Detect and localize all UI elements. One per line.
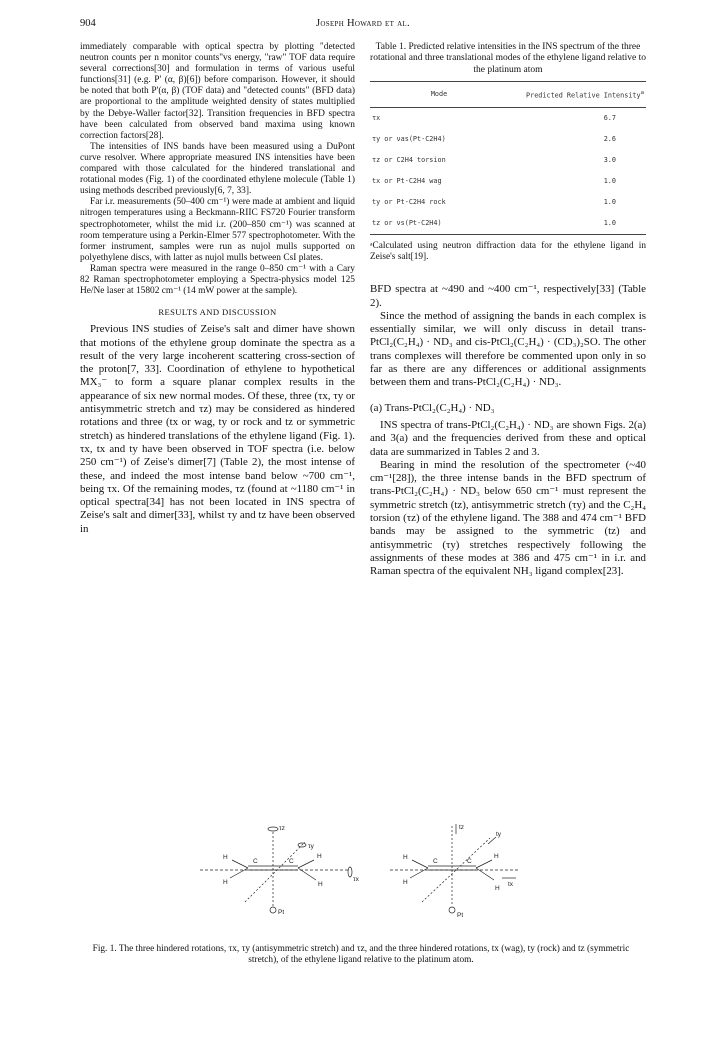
tau-z-label: τz bbox=[279, 825, 285, 832]
t-z-label: tz bbox=[459, 824, 465, 831]
rotations-diagram bbox=[200, 827, 352, 913]
page-header bbox=[80, 18, 646, 32]
h-label: H bbox=[223, 854, 228, 861]
table-cell-mode: τx bbox=[372, 114, 381, 123]
table-cell-value: 1.0 bbox=[603, 198, 616, 207]
paragraph: Raman spectra were measured in the range 0–850 cm⁻¹ with a Cary 82 Raman spectrophotometer employing a Spectra-physics model 125 He/Ne laser at 15802 cm⁻¹ (14 mW power at the sample). bbox=[80, 263, 355, 297]
paragraph: Previous INS studies of Zeise's salt and dimer have shown that motions of the ethylene group dominate the spectra as a result of the very large incoherent scattering cross-section of the proton[7, 33]. Coordination of ethylene to hypothetical MX₃⁻ to form a square planar complex results in the appearance of six new normal modes. Of these, three (τx, τy or antisymmetric stretch and τz) may be considered as hindered rotations and three (tx or wag, ty or rock and tz or symmetric stretch) as hindered translations of the ethylene ligand (Fig. 1). τx, tx and ty have been observed in TOF spectra (i.e. below 250 cm⁻¹) of Zeise's dimer[7] (Table 2), the most intense of these, and indeed the most intense band below ~700 cm⁻¹, being τx. Of the remaining modes, τz (found at ~1180 cm⁻¹ in optical spectra[34] has not been located in INS spectra of Zeise's salt and dimer[33], whilst τy and tz have been observed in bbox=[80, 323, 355, 535]
table-cell-mode: tx or Pt-C2H4 wag bbox=[372, 177, 442, 186]
figure-caption: Fig. 1. The three hindered rotations, τx, τy (antisymmetric stretch) and τz, and the three hindered rotations, tx (wag), ty (rock) and tz (symmetric stretch), of the ethylene ligand relative to the platinum atom. bbox=[92, 944, 630, 966]
h-label: H bbox=[223, 879, 228, 886]
section-heading: RESULTS AND DISCUSSION bbox=[158, 307, 277, 318]
table-caption: Table 1. Predicted relative intensities in the INS spectrum of the three rotational and three translational modes of the ethylene ligand relative to the platinum atom bbox=[370, 42, 646, 75]
table-row bbox=[370, 108, 646, 130]
paragraph: BFD spectra at ~490 and ~400 cm⁻¹, respectively[33] (Table 2). bbox=[370, 283, 646, 309]
h-label: H bbox=[494, 853, 499, 860]
paragraph: Since the method of assigning the bands in each complex is essentially similar, we will only discuss in detail trans-PtCl₂(C₂H₄) · ND₃ and cis-PtCl₂(C₂H₄) · (CD₃)₂SO. The other trans complexes will therefore be commented upon only in so far as there are any differences or additional assignments between them and trans-PtCl₂(C₂H₄) · ND₃. bbox=[370, 309, 646, 389]
c-label: C bbox=[467, 858, 472, 865]
table-row bbox=[370, 192, 646, 213]
table-cell-mode: τy or νas(Pt-C2H4) bbox=[372, 135, 446, 144]
h-label: H bbox=[317, 853, 322, 860]
right-column bbox=[370, 42, 646, 578]
table-row bbox=[370, 171, 646, 192]
pt-label: Pt bbox=[457, 912, 464, 919]
c-label: C bbox=[433, 858, 438, 865]
t-y-label: ty bbox=[496, 831, 502, 838]
table-footnote: ᵃCalculated using neutron diffraction data for the ethylene ligand in Zeise's salt[19]. bbox=[370, 241, 646, 263]
table-cell-value: 2.6 bbox=[603, 135, 616, 144]
running-head: Joseph Howard et al. bbox=[316, 18, 410, 29]
figure-1-diagram bbox=[190, 820, 530, 920]
table-header-row bbox=[370, 81, 646, 107]
h-label: H bbox=[318, 881, 323, 888]
table-cell-value: 3.0 bbox=[603, 156, 616, 165]
table-cell-value: 1.0 bbox=[508, 213, 646, 235]
tau-y-label: τy bbox=[308, 843, 314, 850]
column-header: Mode bbox=[370, 81, 508, 107]
h-label: H bbox=[495, 885, 500, 892]
table-cell-mode: tz or νs(Pt-C2H4) bbox=[370, 213, 508, 235]
h-label: H bbox=[403, 854, 408, 861]
table-row bbox=[370, 213, 646, 235]
table-cell-value: 1.0 bbox=[603, 177, 616, 186]
paragraph: The intensities of INS bands have been measured using a DuPont curve resolver. Where appropriate measured INS intensities have been compared with those calculated for the hindered translational and rotational modes (Fig. 1) of the coordinated ethylene molecule (Table 1) using methods described previously[6, 7, 33]. bbox=[80, 141, 355, 197]
c-label: C bbox=[289, 858, 294, 865]
t-x-label: tx bbox=[508, 881, 514, 888]
page-number: 904 bbox=[80, 18, 96, 29]
subsection-heading: (a) Trans-PtCl₂(C₂H₄) · ND₃ bbox=[370, 401, 495, 414]
table-row bbox=[370, 150, 646, 171]
table-cell-value: 6.7 bbox=[603, 114, 616, 123]
table-row bbox=[370, 129, 646, 150]
h-label: H bbox=[403, 879, 408, 886]
paragraph: immediately comparable with optical spectra by plotting "detected neutron counts per n monitor counts"vs energy, "raw" TOF data require several corrections[30] and formulation in terms of various useful functions[31] (e.g. P' (α, β)[6]) before comparison. However, it should be noted that both P'(α, β) (TOF data) and "detected counts" (BFD data) are proportional to the amplitude weighted density of states multiplied by the Debye-Waller factor[32]. Transition frequencies in BFD spectra have been calculated from observed band maxima using known correction factors[28]. bbox=[80, 42, 355, 141]
c-label: C bbox=[253, 858, 258, 865]
pt-label: Pt bbox=[278, 909, 285, 916]
paragraph: Bearing in mind the resolution of the spectrometer (~40 cm⁻¹[28]), the three intense bands in the BFD spectrum of trans-PtCl₂(C₂H₄) · ND₃ below 650 cm⁻¹ must represent the symmetric stretch (tz), antisymmetric stretch (τy) and the C₂H₄ torsion (τz) of the ethylene ligand. The 388 and 474 cm⁻¹ BFD bands may be assigned to the symmetric (tz) and antisymmetric (τy) stretches respectively following the assignments of these modes at 386 and 475 cm⁻¹ in i.r. and Raman spectra of the equivalent NH₃ ligand complex[23]. bbox=[370, 458, 646, 578]
intensity-table bbox=[370, 81, 646, 235]
table-cell-mode: τz or C2H4 torsion bbox=[372, 156, 446, 165]
paragraph: Far i.r. measurements (50–400 cm⁻¹) were made at ambient and liquid nitrogen temperatures using a Beckmann-RIIC FS720 Fourier transform spectrophotometer, whilst the mid i.r. (200–850 cm⁻¹) was scanned at room temperature using a Perkin-Elmer 577 spectrophotometer. With the former instrument, samples were run as nujol mulls supported on polyethylene discs, with latter as nujol mulls between CsI plates. bbox=[80, 197, 355, 263]
column-header: Predicted Relative Intensity$^a$ bbox=[508, 81, 646, 107]
left-column bbox=[80, 42, 355, 536]
paragraph: INS spectra of trans-PtCl₂(C₂H₄) · ND₃ are shown Figs. 2(a) and 3(a) and the frequencies derived from these and optical data are summarized in Tables 2 and 3. bbox=[370, 418, 646, 458]
table-cell-mode: ty or Pt-C2H4 rock bbox=[372, 198, 446, 207]
tau-x-label: τx bbox=[353, 876, 359, 883]
